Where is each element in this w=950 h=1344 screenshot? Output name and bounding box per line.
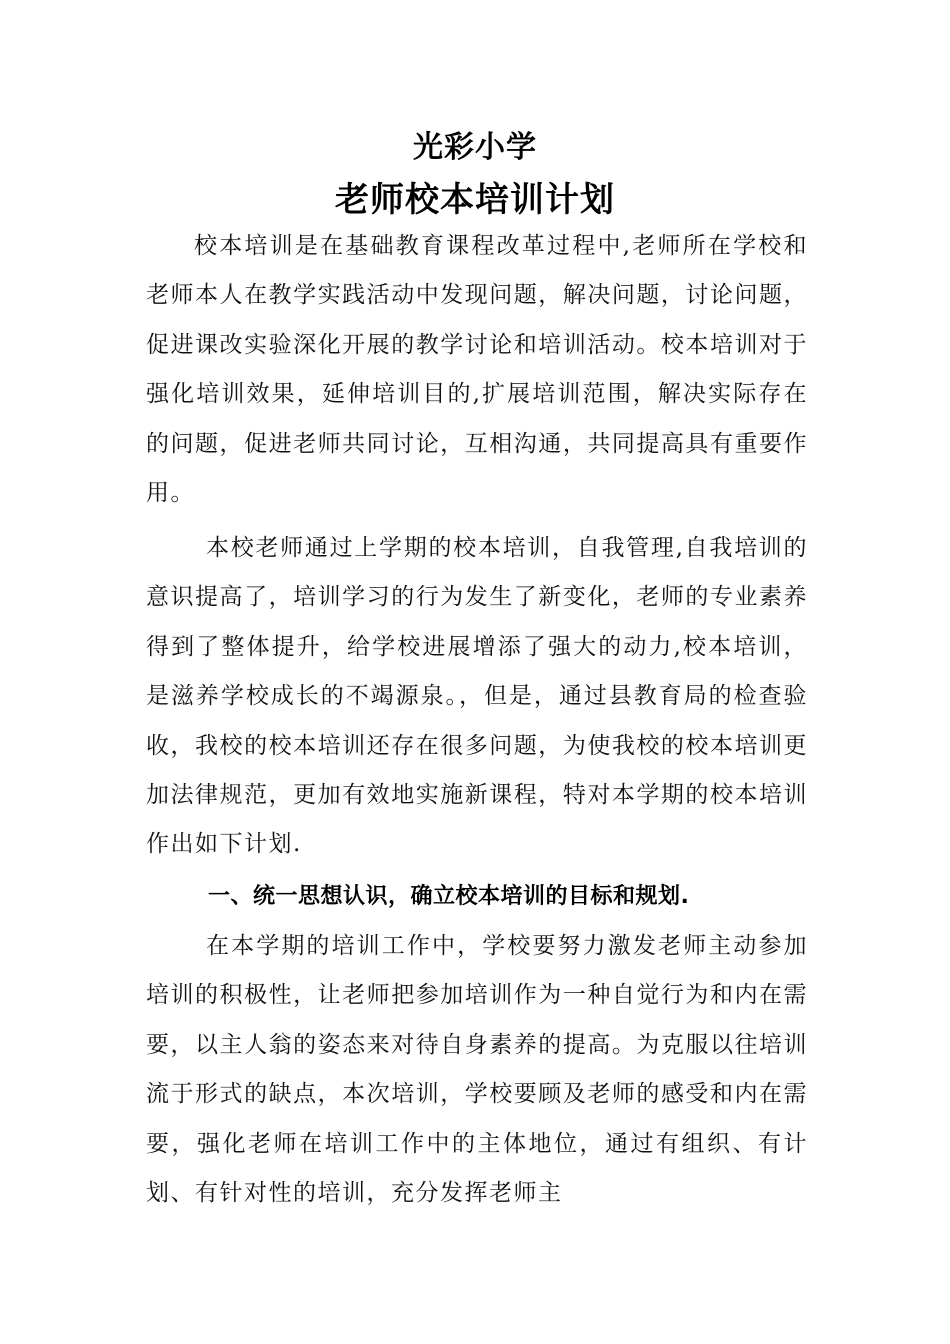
school-name: 光彩小学 [413,130,537,165]
section-paragraph: 在本学期的培训工作中，学校要努力激发老师主动参加培训的积极性，让老师把参加培训作为一种自觉行为和内在需要，以主人翁的姿态来对待自身素养的提高。为克服以往培训流于形式的缺点，本次培训，学校要顾及老师的感受和内在需要，强化老师在培训工作中的主体地位，通过有组织、有计划、有针对性的培训，充分发挥老师主 [146,933,808,1207]
plan-title: 老师校本培训计划 [335,180,615,220]
background-paragraph: 本校老师通过上学期的校本培训，自我管理,自我培训的意识提高了，培训学习的行为发生了新变化，老师的专业素养得到了整体提升，给学校进展增添了强大的动力,校本培训，是滋养学校成长的不竭源泉。，但是，通过县教育局的检查验收，我校的校本培训还存在很多问题，为使我校的校本培训更加法律规范，更加有效地实施新课程，特对本学期的校本培训作出如下计划. [146,535,808,858]
intro-paragraph: 校本培训是在基础教育课程改革过程中,老师所在学校和老师本人在教学实践活动中发现问题，解决问题，讨论问题，促进课改实验深化开展的教学讨论和培训活动。校本培训对于强化培训效果，延伸培训目的,扩展培训范围，解决实际存在的问题，促进老师共同讨论，互相沟通，共同提高具有重要作用。 [146,233,808,507]
section-heading: 一、统一思想认识，确立校本培训的目标和规划. [208,884,690,909]
